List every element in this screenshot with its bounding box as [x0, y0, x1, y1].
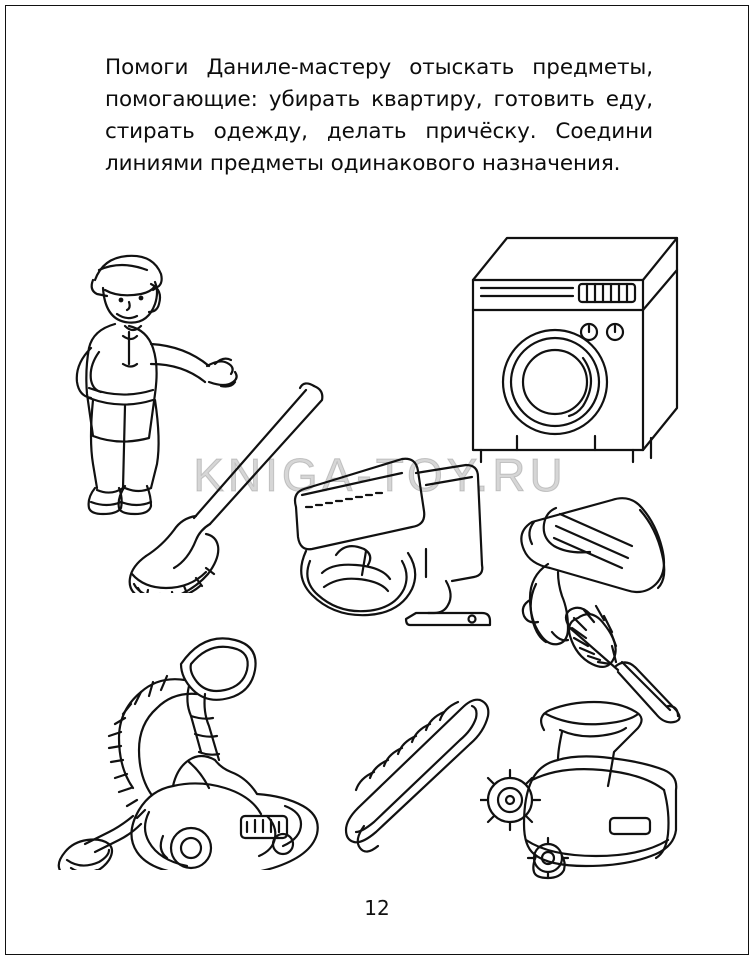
watermark: KNIGA-TOY.RU [193, 449, 567, 501]
page-number: 12 [364, 896, 390, 920]
instructions-text [105, 52, 653, 180]
instructions-paragraph: Помоги Даниле-мастеру отыскать предметы, помогающие: убирать квартиру, готовить еду, стирать одежду, делать причёску. Соедини линиями предметы одинакового назначения. [105, 55, 653, 176]
